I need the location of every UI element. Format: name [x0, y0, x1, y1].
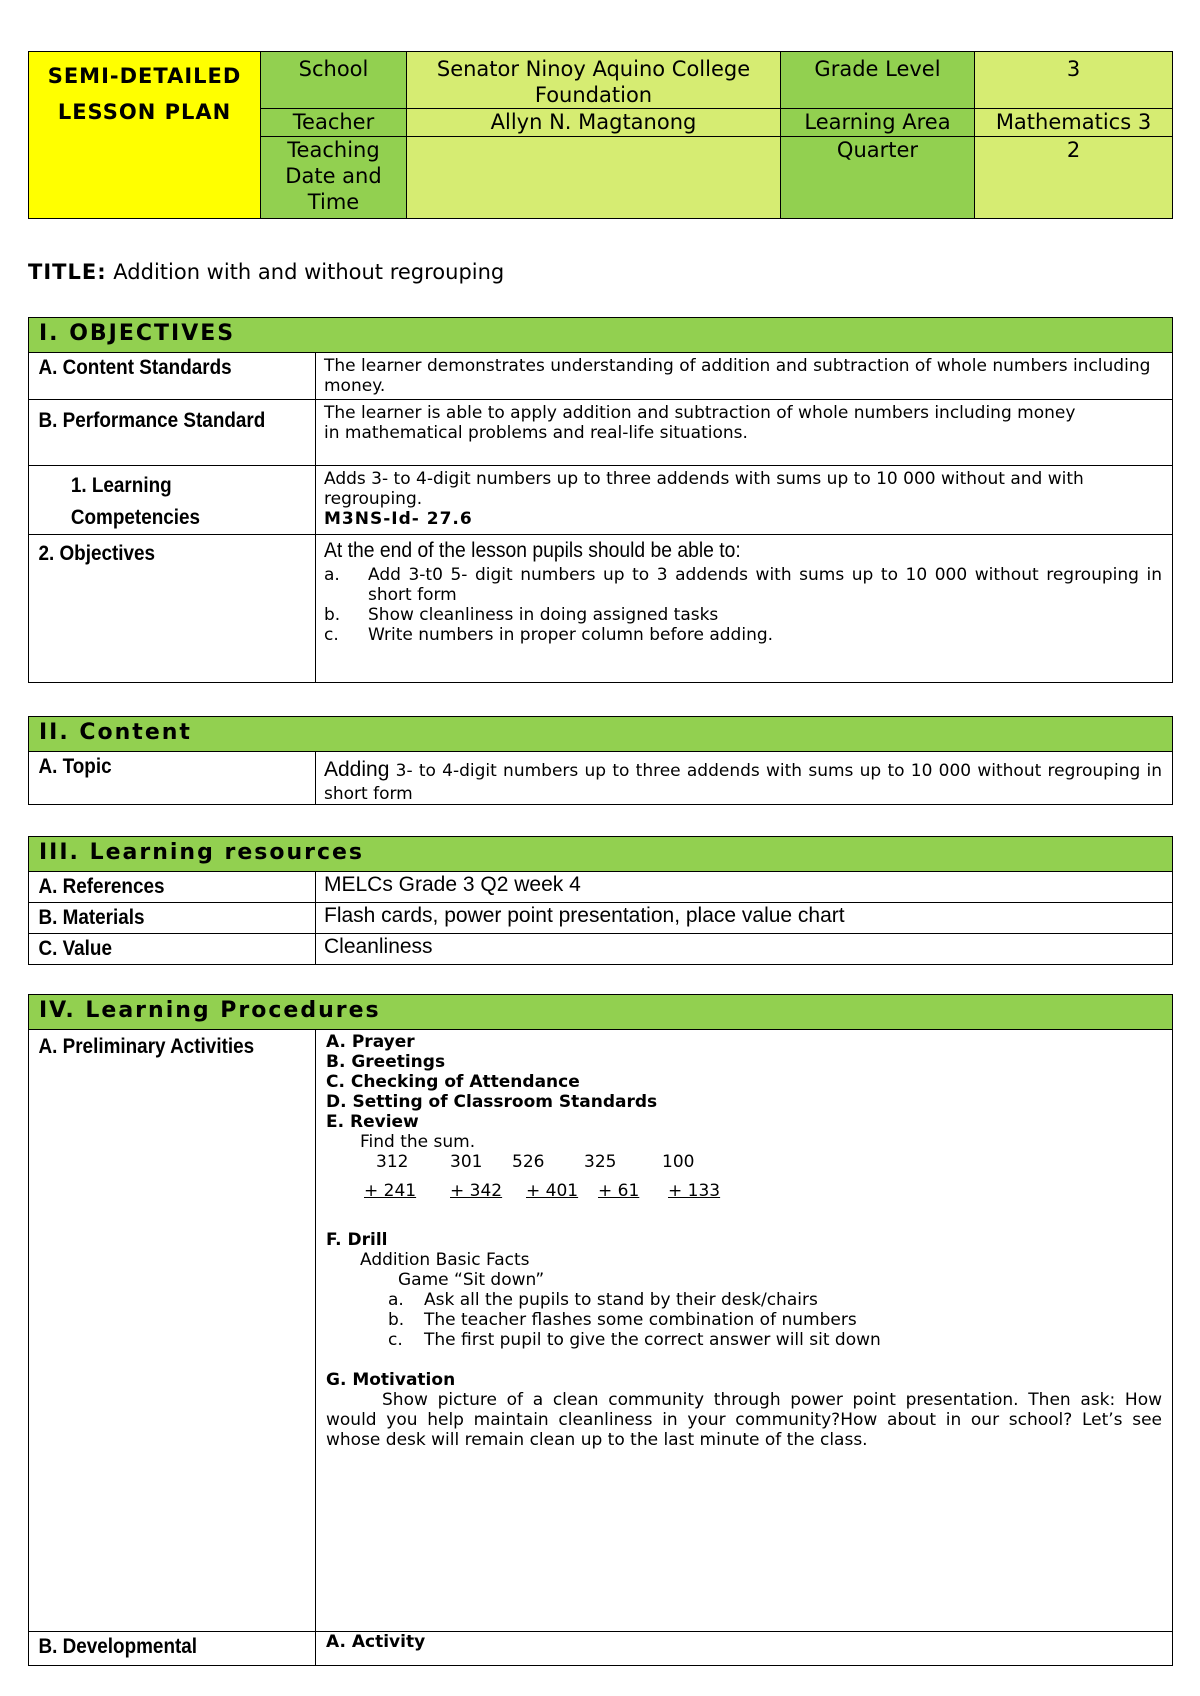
review-instruction: Find the sum. [360, 1132, 476, 1152]
topic-value [316, 752, 1173, 805]
competencies-label [29, 466, 287, 535]
objective-text: Add 3-t0 5- digit numbers up to 3 addends with sums up to 10 000 without regrouping in short form [368, 565, 1162, 605]
objectives-label: 2. Objectives [29, 535, 287, 683]
date-value [407, 137, 781, 219]
step-item: E. Review [326, 1112, 419, 1132]
quarter-label: Quarter [781, 137, 975, 219]
review-bottom: + 342 [450, 1181, 503, 1201]
school-value: Senator Ninoy Aquino College Foundation [407, 52, 781, 109]
header-table [28, 51, 1173, 219]
content-standards-value: The learner demonstrates understanding of addition and subtraction of whole numbers including money. [316, 353, 1173, 400]
resource-label: C. Value [29, 934, 287, 965]
review-top: 100 [662, 1152, 695, 1172]
objectives-table [28, 317, 1173, 683]
review-top: 312 [376, 1152, 409, 1172]
motivation-text: Show picture of a clean community through power point presentation. Then ask: How would you help maintain cleanliness in your community?How about in our school? Let’s see whose desk will remain clean up to the last minute of the class. [326, 1390, 1162, 1450]
performance-value [316, 400, 1173, 466]
step-item: C. Checking of Attendance [326, 1072, 580, 1092]
resources-heading: III. Learning resources [29, 837, 1173, 872]
plan-type: SEMI-DETAILED LESSON PLAN [29, 52, 261, 219]
topic-prefix: Adding [324, 758, 390, 781]
review-bottom: + 401 [526, 1181, 579, 1201]
title-label: TITLE: [28, 260, 107, 284]
resource-value: Cleanliness [316, 934, 1173, 965]
objective-item [324, 565, 1162, 605]
review-top: 325 [584, 1152, 617, 1172]
preliminary-content [316, 1030, 1173, 1632]
procedures-heading: IV. Learning Procedures [29, 995, 1173, 1030]
content-standards-label: A. Content Standards [29, 353, 287, 400]
motivation-label: G. Motivation [326, 1370, 456, 1390]
content-section [28, 716, 1172, 805]
drill-marker: c. [388, 1330, 403, 1350]
step-item: D. Setting of Classroom Standards [326, 1092, 658, 1112]
drill-text: The first pupil to give the correct answer will sit down [424, 1330, 881, 1350]
review-bottom: + 241 [364, 1181, 417, 1201]
competencies-text: Adds 3- to 4-digit numbers up to three addends with sums up to 10 000 without and with regrouping. [324, 469, 1084, 509]
competencies-label-text: 1. Learning Competencies [70, 474, 200, 529]
topic-label: A. Topic [29, 752, 287, 805]
school-label: School [261, 52, 407, 109]
area-label: Learning Area [781, 109, 975, 137]
review-bottoms [326, 1181, 1172, 1210]
objectives-heading: I. OBJECTIVES [29, 318, 1173, 353]
developmental-content [316, 1632, 1173, 1666]
objective-text: Show cleanliness in doing assigned tasks [368, 605, 719, 625]
content-table [28, 716, 1173, 805]
objective-text: Write numbers in proper column before adding. [368, 625, 774, 645]
teacher-value: Allyn N. Magtanong [407, 109, 781, 137]
date-label: Teaching Date and Time [261, 137, 407, 219]
drill-item [388, 1290, 1172, 1310]
objectives-list [324, 565, 1162, 645]
performance-label: B. Performance Standard [29, 400, 287, 466]
content-heading: II. Content [29, 717, 1173, 752]
title-text: Addition with and without regrouping [113, 260, 505, 284]
review-tops [326, 1152, 1172, 1181]
developmental-first: A. Activity [326, 1632, 426, 1652]
area-value: Mathematics 3 [975, 109, 1173, 137]
topic-text: 3- to 4-digit numbers up to three addends with sums up to 10 000 without regrouping in short form [324, 761, 1162, 804]
developmental-label: B. Developmental [29, 1632, 287, 1666]
performance-line2: in mathematical problems and real-life situations. [324, 423, 748, 443]
lesson-title [28, 260, 504, 284]
objective-item [324, 605, 1162, 625]
resource-label: B. Materials [29, 903, 287, 934]
review-top: 526 [512, 1152, 545, 1172]
review-top: 301 [450, 1152, 483, 1172]
grade-value: 3 [975, 52, 1173, 109]
drill-item [388, 1330, 1172, 1350]
objective-marker: a. [324, 565, 340, 585]
review-bottom: + 133 [668, 1181, 721, 1201]
lesson-header [28, 51, 1172, 219]
performance-line1: The learner is able to apply addition and subtraction of whole numbers including money [324, 403, 1076, 423]
teacher-label: Teacher [261, 109, 407, 137]
objective-marker: c. [324, 625, 339, 645]
competencies-code: M3NS-Id- 27.6 [324, 509, 473, 529]
procedures-section [28, 994, 1172, 1666]
step-item: A. Prayer [326, 1032, 415, 1052]
drill-marker: b. [388, 1310, 405, 1330]
drill-marker: a. [388, 1290, 404, 1310]
objectives-value [316, 535, 1173, 683]
drill-item [388, 1310, 1172, 1330]
grade-label: Grade Level [781, 52, 975, 109]
drill-sub: Addition Basic Facts [360, 1250, 530, 1270]
competencies-value [316, 466, 1173, 535]
objective-marker: b. [324, 605, 341, 625]
drill-list [326, 1290, 1172, 1350]
drill-text: The teacher flashes some combination of numbers [424, 1310, 857, 1330]
quarter-value: 2 [975, 137, 1173, 219]
drill-game: Game “Sit down” [398, 1270, 545, 1290]
resource-label: A. References [29, 872, 287, 903]
objective-item [324, 625, 1162, 645]
step-item: B. Greetings [326, 1052, 446, 1072]
resources-section [28, 836, 1172, 965]
drill-label: F. Drill [326, 1230, 388, 1250]
resource-value: Flash cards, power point presentation, place value chart [316, 903, 1173, 934]
drill-text: Ask all the pupils to stand by their desk/chairs [424, 1290, 818, 1310]
procedures-table [28, 994, 1173, 1666]
resource-value: MELCs Grade 3 Q2 week 4 [316, 872, 1173, 903]
review-bottom: + 61 [598, 1181, 640, 1201]
objectives-intro: At the end of the lesson pupils should be able to: [324, 539, 741, 562]
resources-table [28, 836, 1173, 965]
objectives-section [28, 317, 1172, 683]
preliminary-label: A. Preliminary Activities [29, 1030, 287, 1632]
